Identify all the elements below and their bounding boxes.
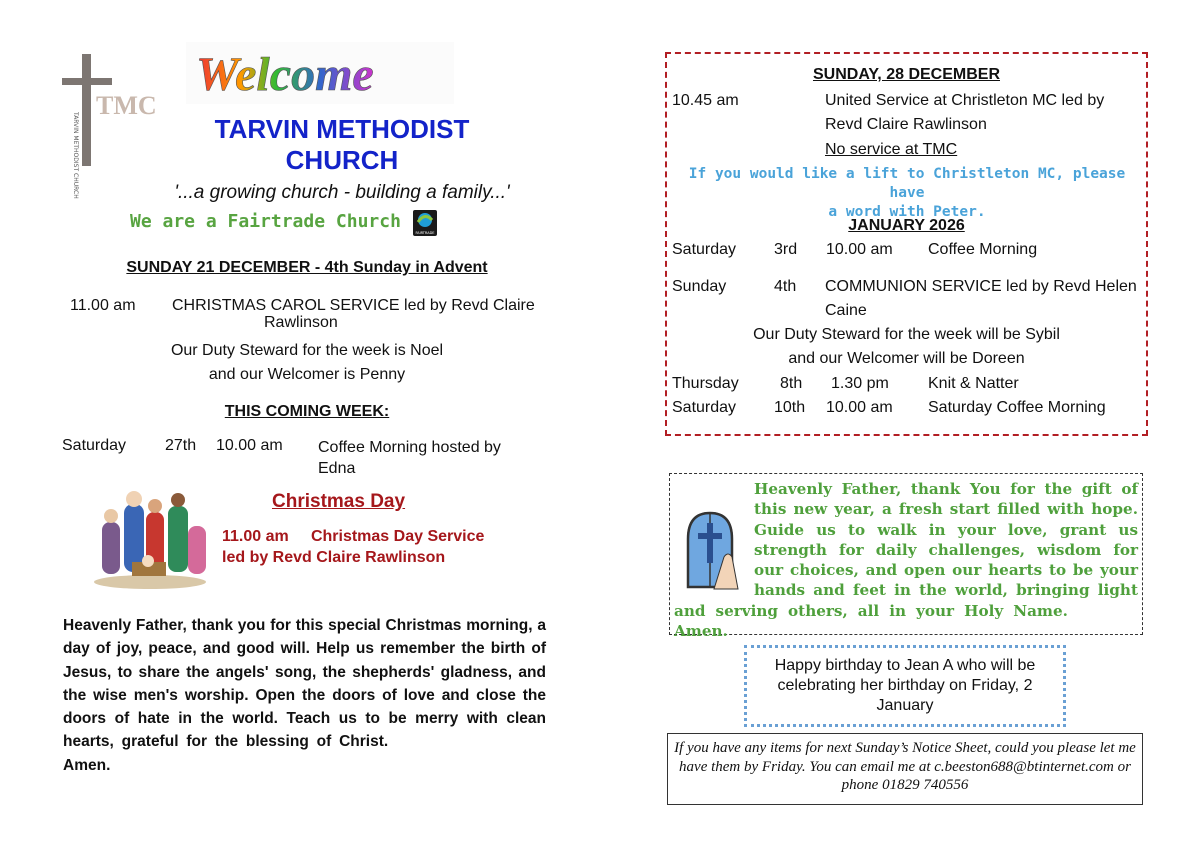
new-year-prayer-amen: Amen. xyxy=(674,622,728,641)
logo-vertical-text: TARVIN METHODIST CHURCH xyxy=(72,112,79,199)
jan-row-day: Sunday xyxy=(672,278,727,295)
christmas-prayer-text: Heavenly Father, thank you for this special Christmas morning, a day of joy, peace, and good will. Help us remember the birth of Jesus, to share the angels' song, the shepherds' gladness, and the wise men's worship. Open the doors of love and close the doors of hate in the world. Teach us to be merry with clean hearts, grateful for the blessing of Christ. xyxy=(63,617,546,751)
welcomer-penny: and our Welcomer is Penny xyxy=(208,366,406,383)
january-heading: JANUARY 2026 xyxy=(848,217,965,234)
christmas-prayer xyxy=(63,614,546,777)
cross-logo-icon xyxy=(58,52,157,199)
logo-letters: TMC xyxy=(96,91,157,120)
sunday-28-service-line2: Revd Claire Rawlinson xyxy=(825,116,987,133)
jan-row-event: Coffee Morning xyxy=(928,241,1038,258)
duty-steward-noel: Our Duty Steward for the week is Noel xyxy=(170,342,444,359)
jan-row-time: 10.00 am xyxy=(826,399,893,416)
jan-row-date: 4th xyxy=(774,278,797,295)
sunday-28-time: 10.45 am xyxy=(672,92,739,109)
coming-week-time: 10.00 am xyxy=(216,437,283,454)
coming-week-day: Saturday xyxy=(62,437,127,454)
jan-row-time: 10.00 am xyxy=(826,241,893,258)
fairtrade-logo-text: FAIRTRADE xyxy=(415,231,435,235)
carol-service-line1: CHRISTMAS CAROL SERVICE led by Revd Claire xyxy=(172,297,535,314)
welcomer-doreen: and our Welcomer will be Doreen xyxy=(788,350,1025,367)
coming-week-date: 27th xyxy=(165,437,197,454)
jan-row-event: Knit & Natter xyxy=(928,375,1019,392)
jan-row-date: 3rd xyxy=(774,241,798,258)
fairtrade-statement: We are a Fairtrade Church xyxy=(130,211,401,232)
no-service-notice: No service at TMC xyxy=(825,141,958,158)
sunday-28-heading: SUNDAY, 28 DECEMBER xyxy=(812,66,1000,83)
sunday-28-service-line1: United Service at Christleton MC led by xyxy=(825,92,1105,109)
coming-week-event: Coffee Morning hosted by Edna xyxy=(318,439,501,477)
birthday-message: Happy birthday to Jean A who will be celebrating her birthday on Friday, 2 January xyxy=(774,657,1036,714)
jan-row-event: Saturday Coffee Morning xyxy=(928,399,1106,416)
lift-notice xyxy=(672,165,1142,222)
jan-row-date: 10th xyxy=(774,399,806,416)
jan-row-day: Thursday xyxy=(672,375,739,392)
jan-row-event-cont: Caine xyxy=(825,302,867,319)
duty-steward-sybil: Our Duty Steward for the week will be Sybil xyxy=(753,326,1060,343)
jan-row-date: 8th xyxy=(780,375,803,392)
jan-row-event: COMMUNION SERVICE led by Revd Helen xyxy=(825,278,1137,295)
lift-notice-line1: If you would like a lift to Christleton MC, please have xyxy=(688,166,1126,201)
new-year-prayer-text: Heavenly Father, thank You for the gift of this new year, a fresh start filled with hope. Guide us to walk in your love, grant us strength for daily challenges, wisdom for our choices, and open our hearts to be your hands and feet in the world, bringing light and serving others, all in your Holy Name. xyxy=(674,480,1138,620)
lift-notice-line2: a word with Peter. xyxy=(828,204,986,220)
jan-row-day: Saturday xyxy=(672,241,737,258)
christmas-prayer-amen: Amen. xyxy=(63,756,111,774)
welcome-banner xyxy=(186,42,454,104)
carol-service-time: 11.00 am xyxy=(70,297,136,314)
carol-service-line2: Rawlinson xyxy=(264,314,338,331)
christmas-service-line1: 11.00 am Christmas Day Service xyxy=(222,528,485,545)
jan-row-day: Saturday xyxy=(672,399,737,416)
jan-row-time: 1.30 pm xyxy=(831,375,889,392)
church-name-line2: CHURCH xyxy=(285,145,399,175)
christmas-service-line2: led by Revd Claire Rawlinson xyxy=(222,549,446,566)
welcome-word: Welcome xyxy=(196,48,374,101)
coming-week-heading: THIS COMING WEEK: xyxy=(224,403,390,420)
sunday-21-heading: SUNDAY 21 DECEMBER - 4th Sunday in Advent xyxy=(126,259,488,276)
church-name xyxy=(150,114,534,176)
church-window-icon xyxy=(680,509,746,591)
fairtrade-logo-icon xyxy=(413,210,437,236)
church-motto: '...a growing church - building a family...' xyxy=(174,182,510,203)
carol-service-description xyxy=(172,297,552,331)
nativity-image xyxy=(88,486,212,590)
church-name-line1: TARVIN METHODIST xyxy=(214,114,470,144)
christmas-day-title: Christmas Day xyxy=(272,491,406,512)
tmc-logo xyxy=(58,52,157,199)
items-notice: If you have any items for next Sunday’s Notice Sheet, could you please let me have them by Friday. You can email me at c.beeston688@btinternet.com or phone 01829 740556 xyxy=(674,740,1136,793)
